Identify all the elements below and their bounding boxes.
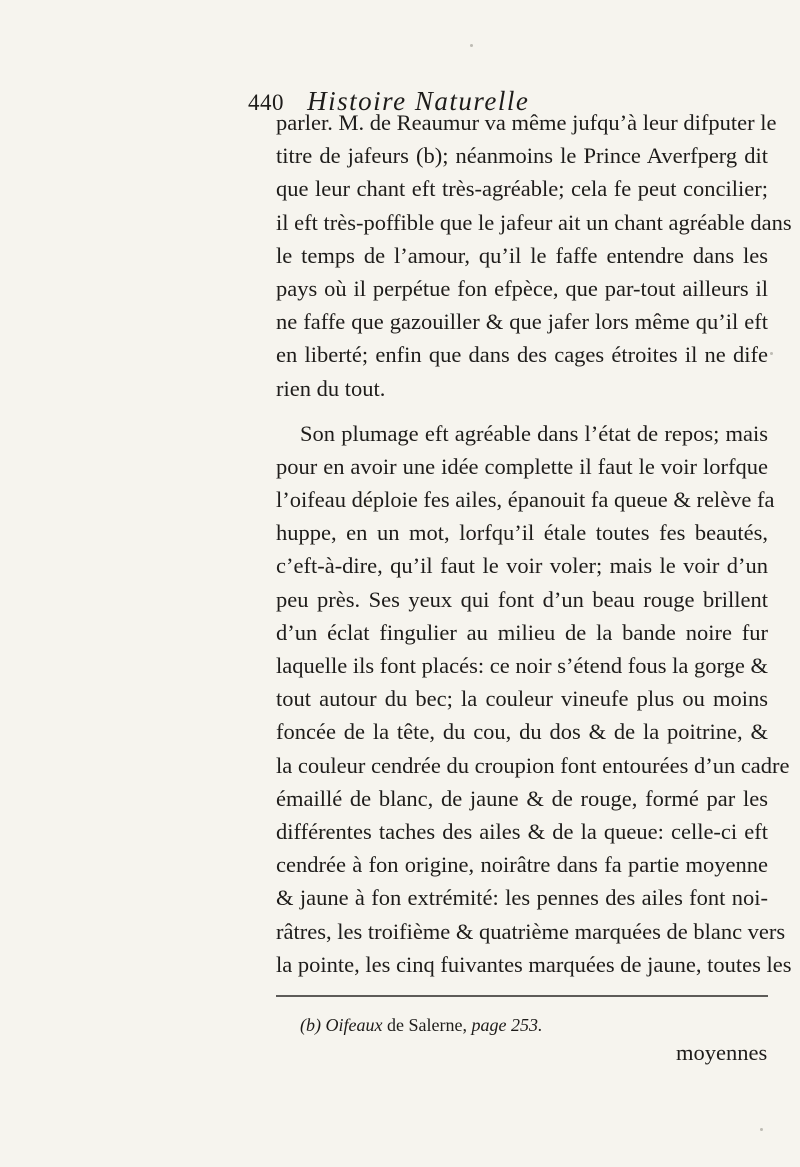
text-line: Son plumage eft agréable dans l’état de repos; mais bbox=[300, 420, 768, 446]
text-line: râtres, les troifième & quatrième marquées de blanc vers bbox=[276, 918, 786, 944]
text-line: foncée de la tête, du cou, du dos & de la poitrine, & bbox=[276, 719, 768, 745]
body-text bbox=[276, 106, 792, 981]
text-line: il eft très-poffible que le jafeur ait un chant agréable dans bbox=[276, 209, 792, 235]
text-line: laquelle ils font placés: ce noir s’étend fous la gorge & bbox=[276, 653, 768, 678]
footnote-rule bbox=[276, 995, 768, 997]
text-line: titre de jafeurs (b); néanmoins le Prince Averfperg dit bbox=[276, 143, 768, 169]
text-line: émaillé de blanc, de jaune & de rouge, formé par les bbox=[276, 785, 768, 811]
footnote-title: Oifeaux bbox=[325, 1015, 383, 1035]
text-line: c’eft-à-dire, qu’il faut le voir voler; mais le voir d’un bbox=[276, 553, 768, 579]
text-line: peu près. Ses yeux qui font d’un beau rouge brillent bbox=[276, 586, 768, 612]
text-line: d’un éclat fingulier au milieu de la bande noire fur bbox=[276, 619, 768, 645]
text-line: l’oifeau déploie fes ailes, épanouit fa queue & relève fa bbox=[276, 487, 775, 513]
text-line: pour en avoir une idée complette il faut le voir lorfque bbox=[276, 453, 768, 479]
footnote-mark: (b) bbox=[300, 1015, 321, 1035]
paper-speck bbox=[470, 44, 473, 47]
text-line: différentes taches des ailes & de la queue: celle-ci eft bbox=[276, 818, 768, 844]
footnote-text: de Salerne, bbox=[382, 1015, 472, 1035]
text-line: cendrée à fon origine, noirâtre dans fa partie moyenne bbox=[276, 852, 768, 878]
text-line: pays où il perpétue fon efpèce, que par-tout ailleurs il bbox=[276, 275, 768, 301]
footnote bbox=[300, 1015, 542, 1036]
footnote-page: page 253. bbox=[471, 1015, 543, 1035]
text-line: tout autour du bec; la couleur vineufe plus ou moins bbox=[276, 686, 768, 712]
text-line: la pointe, les cinq fuivantes marquées de jaune, toutes les bbox=[276, 951, 792, 977]
text-line: la couleur cendrée du croupion font entourées d’un cadre bbox=[276, 752, 790, 778]
running-title: Histoire Naturelle bbox=[307, 86, 530, 116]
text-line: parler. M. de Reaumur va même jufqu’à leur difputer le bbox=[276, 110, 777, 135]
text-line: le temps de l’amour, qu’il le faffe entendre dans les bbox=[276, 242, 768, 268]
text-line: rien du tout. bbox=[276, 375, 386, 401]
text-line: & jaune à fon extrémité: les pennes des ailes font noi- bbox=[276, 885, 768, 911]
paragraph-1 bbox=[276, 106, 792, 405]
catchword: moyennes bbox=[676, 1040, 768, 1065]
page-number: 440 bbox=[248, 90, 284, 115]
text-line: ne faffe que gazouiller & que jafer lors même qu’il eft bbox=[276, 309, 768, 335]
text-line: en liberté; enfin que dans des cages étroites il ne dife bbox=[276, 342, 768, 368]
paper-speck bbox=[760, 1128, 763, 1131]
paragraph-2 bbox=[276, 417, 792, 981]
text-line: que leur chant eft très-agréable; cela fe peut concilier; bbox=[276, 176, 768, 202]
paper-speck bbox=[770, 352, 773, 355]
text-line: huppe, en un mot, lorfqu’il étale toutes fes beautés, bbox=[276, 520, 768, 546]
